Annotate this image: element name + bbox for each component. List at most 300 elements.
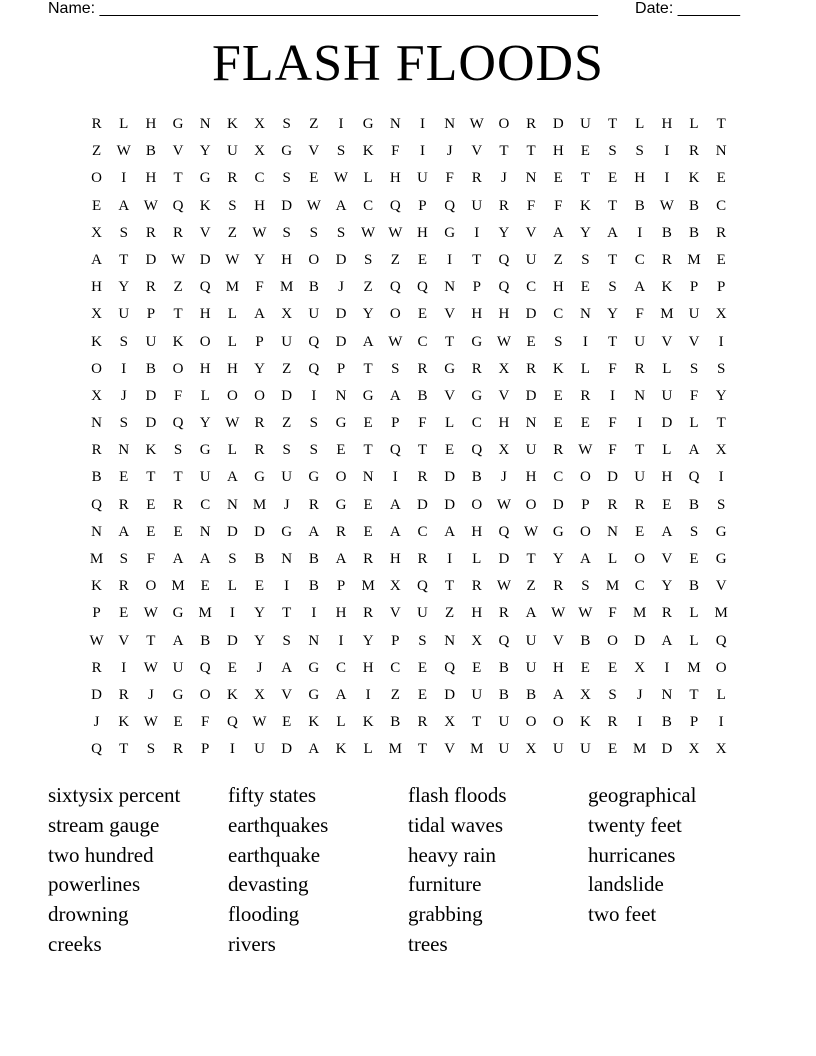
grid-letter[interactable]: R: [417, 551, 428, 567]
grid-letter[interactable]: A: [444, 523, 456, 540]
grid-letter[interactable]: Q: [389, 279, 401, 296]
grid-letter[interactable]: U: [498, 741, 510, 758]
grid-letter[interactable]: X: [281, 306, 293, 323]
grid-letter[interactable]: S: [146, 741, 156, 758]
grid-letter[interactable]: R: [91, 659, 102, 676]
grid-letter[interactable]: C: [526, 279, 537, 296]
grid-letter[interactable]: D: [525, 387, 537, 404]
grid-letter[interactable]: W: [578, 442, 593, 459]
grid-letter[interactable]: U: [552, 741, 564, 758]
grid-letter[interactable]: T: [282, 605, 292, 622]
grid-letter[interactable]: U: [281, 333, 293, 350]
grid-letter[interactable]: D: [281, 741, 293, 758]
grid-letter[interactable]: Q: [444, 197, 456, 214]
grid-letter[interactable]: L: [716, 686, 726, 703]
grid-letter[interactable]: X: [254, 116, 265, 132]
grid-letter[interactable]: S: [608, 143, 617, 160]
grid-letter[interactable]: R: [634, 496, 645, 513]
grid-letter[interactable]: B: [580, 632, 591, 649]
grid-letter[interactable]: W: [523, 523, 539, 540]
grid-letter[interactable]: B: [634, 197, 645, 214]
grid-letter[interactable]: S: [173, 442, 183, 459]
grid-letter[interactable]: T: [363, 360, 373, 377]
grid-letter[interactable]: I: [121, 360, 127, 377]
grid-letter[interactable]: I: [637, 415, 643, 432]
grid-letter[interactable]: U: [579, 741, 591, 758]
grid-letter[interactable]: G: [199, 442, 211, 459]
grid-letter[interactable]: Q: [308, 360, 320, 377]
grid-letter[interactable]: W: [143, 605, 158, 622]
grid-letter[interactable]: B: [417, 387, 428, 404]
grid-letter[interactable]: E: [91, 197, 102, 214]
grid-letter[interactable]: L: [689, 605, 699, 622]
grid-letter[interactable]: V: [444, 741, 456, 758]
grid-letter[interactable]: K: [688, 170, 700, 187]
grid-letter[interactable]: H: [552, 659, 564, 676]
grid-letter[interactable]: L: [227, 578, 237, 595]
grid-letter[interactable]: U: [471, 686, 483, 703]
grid-letter[interactable]: L: [227, 333, 237, 350]
grid-letter[interactable]: U: [525, 251, 537, 268]
grid-letter[interactable]: I: [338, 632, 344, 649]
grid-letter[interactable]: R: [363, 551, 374, 567]
grid-letter[interactable]: K: [362, 714, 374, 731]
grid-letter[interactable]: I: [718, 714, 724, 731]
grid-letter[interactable]: W: [333, 170, 349, 187]
grid-letter[interactable]: V: [199, 224, 211, 241]
grid-letter[interactable]: D: [552, 496, 564, 513]
grid-letter[interactable]: O: [552, 714, 564, 731]
grid-letter[interactable]: E: [635, 523, 645, 540]
grid-letter[interactable]: W: [89, 632, 104, 649]
grid-letter[interactable]: E: [580, 659, 590, 676]
grid-letter[interactable]: W: [496, 578, 511, 595]
grid-letter[interactable]: T: [417, 442, 428, 459]
grid-letter[interactable]: P: [689, 714, 699, 731]
grid-letter[interactable]: B: [91, 469, 102, 486]
grid-letter[interactable]: Z: [282, 415, 292, 432]
grid-letter[interactable]: C: [553, 469, 564, 486]
grid-letter[interactable]: C: [335, 659, 346, 676]
grid-letter[interactable]: I: [229, 741, 235, 758]
grid-letter[interactable]: L: [662, 360, 672, 377]
grid-letter[interactable]: S: [391, 360, 400, 377]
grid-letter[interactable]: R: [634, 360, 645, 377]
grid-letter[interactable]: F: [173, 387, 183, 404]
grid-letter[interactable]: F: [608, 415, 617, 432]
grid-letter[interactable]: I: [311, 605, 317, 622]
grid-letter[interactable]: T: [607, 251, 618, 268]
grid-letter[interactable]: H: [552, 143, 564, 160]
grid-letter[interactable]: S: [119, 224, 128, 241]
grid-letter[interactable]: M: [470, 741, 484, 758]
grid-letter[interactable]: T: [526, 143, 536, 160]
grid-letter[interactable]: W: [388, 333, 403, 350]
grid-letter[interactable]: F: [608, 442, 617, 459]
grid-letter[interactable]: K: [335, 741, 347, 758]
grid-letter[interactable]: R: [173, 496, 184, 513]
grid-letter[interactable]: Z: [91, 143, 102, 160]
grid-letter[interactable]: T: [445, 578, 455, 595]
grid-letter[interactable]: Y: [661, 578, 673, 595]
grid-letter[interactable]: Q: [172, 197, 184, 214]
grid-letter[interactable]: J: [636, 686, 643, 703]
grid-letter[interactable]: E: [363, 496, 373, 513]
grid-letter[interactable]: P: [581, 496, 590, 513]
grid-letter[interactable]: G: [308, 659, 320, 676]
grid-letter[interactable]: N: [281, 551, 293, 567]
grid-letter[interactable]: O: [389, 306, 401, 323]
grid-letter[interactable]: Q: [471, 442, 483, 459]
grid-letter[interactable]: W: [361, 224, 376, 241]
grid-letter[interactable]: O: [634, 551, 646, 567]
grid-letter[interactable]: A: [389, 387, 401, 404]
grid-letter[interactable]: I: [419, 116, 425, 132]
grid-letter[interactable]: P: [717, 279, 726, 296]
grid-letter[interactable]: O: [498, 116, 510, 132]
grid-letter[interactable]: R: [716, 224, 727, 241]
grid-letter[interactable]: M: [225, 279, 240, 296]
grid-letter[interactable]: A: [118, 523, 130, 540]
grid-letter[interactable]: T: [472, 251, 482, 268]
grid-letter[interactable]: C: [553, 306, 564, 323]
grid-letter[interactable]: R: [526, 360, 537, 377]
grid-letter[interactable]: R: [498, 197, 509, 214]
grid-letter[interactable]: B: [689, 224, 700, 241]
grid-letter[interactable]: M: [388, 741, 402, 758]
grid-letter[interactable]: R: [145, 224, 156, 241]
grid-letter[interactable]: R: [335, 523, 346, 540]
grid-letter[interactable]: H: [281, 251, 293, 268]
grid-letter[interactable]: T: [363, 442, 373, 459]
grid-letter[interactable]: L: [363, 170, 373, 187]
grid-letter[interactable]: O: [471, 496, 483, 513]
grid-letter[interactable]: N: [661, 686, 673, 703]
grid-letter[interactable]: X: [254, 143, 265, 160]
grid-letter[interactable]: E: [417, 659, 428, 676]
grid-letter[interactable]: H: [145, 116, 157, 132]
grid-letter[interactable]: X: [634, 659, 646, 676]
grid-letter[interactable]: V: [525, 224, 537, 241]
grid-letter[interactable]: L: [200, 387, 210, 404]
grid-letter[interactable]: R: [661, 605, 672, 622]
grid-letter[interactable]: Q: [688, 469, 700, 486]
grid-letter[interactable]: Y: [254, 605, 265, 622]
grid-letter[interactable]: A: [688, 442, 700, 459]
grid-letter[interactable]: L: [445, 415, 455, 432]
grid-letter[interactable]: N: [199, 116, 211, 132]
grid-letter[interactable]: K: [579, 714, 591, 731]
grid-letter[interactable]: G: [254, 469, 265, 486]
grid-letter[interactable]: P: [201, 741, 210, 758]
grid-letter[interactable]: E: [662, 496, 672, 513]
grid-letter[interactable]: O: [91, 170, 102, 187]
grid-letter[interactable]: U: [525, 659, 537, 676]
grid-letter[interactable]: T: [607, 197, 618, 214]
grid-letter[interactable]: G: [308, 686, 320, 703]
grid-letter[interactable]: T: [716, 415, 726, 432]
grid-letter[interactable]: P: [336, 360, 346, 377]
grid-letter[interactable]: G: [362, 387, 374, 404]
grid-letter[interactable]: Q: [199, 279, 211, 296]
grid-letter[interactable]: S: [119, 415, 128, 432]
grid-letter[interactable]: T: [499, 143, 509, 160]
grid-letter[interactable]: I: [392, 469, 398, 486]
grid-letter[interactable]: B: [254, 551, 265, 567]
grid-letter[interactable]: G: [172, 605, 184, 622]
grid-letter[interactable]: R: [91, 442, 102, 459]
grid-letter[interactable]: H: [661, 469, 673, 486]
grid-letter[interactable]: I: [637, 224, 643, 241]
grid-letter[interactable]: R: [471, 360, 482, 377]
grid-letter[interactable]: X: [389, 578, 401, 595]
grid-letter[interactable]: K: [199, 197, 211, 214]
grid-letter[interactable]: K: [308, 714, 320, 731]
grid-letter[interactable]: F: [255, 279, 264, 296]
grid-letter[interactable]: V: [308, 143, 320, 160]
grid-letter[interactable]: U: [308, 306, 320, 323]
grid-letter[interactable]: L: [227, 306, 237, 323]
grid-letter[interactable]: P: [689, 279, 699, 296]
grid-letter[interactable]: J: [446, 143, 453, 160]
grid-letter[interactable]: E: [580, 143, 590, 160]
grid-letter[interactable]: S: [608, 686, 617, 703]
grid-letter[interactable]: O: [335, 469, 347, 486]
grid-letter[interactable]: S: [581, 251, 590, 268]
grid-letter[interactable]: R: [417, 714, 428, 731]
grid-letter[interactable]: U: [118, 306, 130, 323]
grid-letter[interactable]: D: [145, 387, 157, 404]
grid-letter[interactable]: R: [417, 469, 428, 486]
grid-letter[interactable]: X: [91, 306, 102, 323]
grid-letter[interactable]: Q: [444, 659, 456, 676]
grid-letter[interactable]: Q: [417, 578, 428, 595]
grid-letter[interactable]: G: [715, 551, 727, 567]
grid-letter[interactable]: R: [118, 686, 129, 703]
grid-letter[interactable]: N: [308, 632, 320, 649]
grid-letter[interactable]: W: [225, 415, 240, 432]
grid-letter[interactable]: E: [472, 659, 482, 676]
grid-letter[interactable]: C: [200, 496, 211, 513]
grid-letter[interactable]: T: [445, 333, 455, 350]
grid-letter[interactable]: L: [336, 714, 346, 731]
grid-letter[interactable]: I: [447, 251, 453, 268]
grid-letter[interactable]: W: [388, 224, 403, 241]
grid-letter[interactable]: S: [119, 333, 128, 350]
grid-letter[interactable]: A: [607, 224, 618, 241]
grid-letter[interactable]: H: [199, 306, 211, 323]
grid-letter[interactable]: R: [173, 224, 184, 241]
grid-letter[interactable]: U: [145, 333, 157, 350]
grid-letter[interactable]: H: [552, 279, 564, 296]
grid-letter[interactable]: I: [311, 387, 317, 404]
grid-letter[interactable]: R: [689, 143, 700, 160]
grid-letter[interactable]: N: [335, 387, 347, 404]
grid-letter[interactable]: U: [579, 116, 591, 132]
grid-letter[interactable]: A: [91, 251, 102, 268]
grid-letter[interactable]: I: [365, 686, 371, 703]
grid-letter[interactable]: E: [716, 170, 726, 187]
grid-letter[interactable]: I: [284, 578, 290, 595]
grid-letter[interactable]: E: [553, 170, 563, 187]
grid-letter[interactable]: C: [390, 659, 401, 676]
grid-letter[interactable]: R: [580, 387, 591, 404]
grid-letter[interactable]: S: [282, 442, 291, 459]
grid-letter[interactable]: B: [689, 496, 700, 513]
grid-letter[interactable]: U: [417, 170, 428, 187]
grid-letter[interactable]: S: [282, 170, 291, 187]
grid-letter[interactable]: Y: [254, 360, 265, 377]
grid-letter[interactable]: A: [172, 551, 184, 567]
grid-letter[interactable]: D: [444, 686, 456, 703]
grid-letter[interactable]: E: [282, 714, 292, 731]
grid-letter[interactable]: T: [146, 469, 156, 486]
grid-letter[interactable]: U: [661, 387, 673, 404]
grid-letter[interactable]: M: [605, 578, 620, 595]
grid-letter[interactable]: G: [281, 523, 293, 540]
grid-letter[interactable]: Q: [91, 741, 102, 758]
grid-letter[interactable]: D: [335, 251, 347, 268]
grid-letter[interactable]: D: [226, 523, 238, 540]
grid-letter[interactable]: P: [336, 578, 346, 595]
grid-letter[interactable]: H: [335, 605, 347, 622]
grid-letter[interactable]: A: [525, 605, 537, 622]
grid-letter[interactable]: G: [172, 116, 184, 132]
grid-letter[interactable]: I: [229, 605, 235, 622]
grid-letter[interactable]: A: [634, 279, 646, 296]
grid-letter[interactable]: L: [580, 360, 590, 377]
grid-letter[interactable]: T: [689, 686, 699, 703]
grid-letter[interactable]: U: [525, 442, 537, 459]
grid-letter[interactable]: I: [121, 170, 127, 187]
grid-letter[interactable]: D: [145, 415, 157, 432]
grid-letter[interactable]: N: [607, 523, 618, 540]
grid-letter[interactable]: A: [308, 741, 320, 758]
grid-letter[interactable]: M: [361, 578, 375, 595]
grid-letter[interactable]: Y: [254, 632, 265, 649]
grid-letter[interactable]: O: [607, 632, 618, 649]
grid-letter[interactable]: L: [607, 551, 618, 567]
grid-letter[interactable]: R: [471, 170, 482, 187]
grid-letter[interactable]: W: [306, 197, 321, 214]
grid-letter[interactable]: U: [471, 197, 483, 214]
grid-letter[interactable]: K: [579, 197, 591, 214]
grid-letter[interactable]: G: [335, 496, 347, 513]
grid-letter[interactable]: W: [469, 116, 484, 132]
grid-letter[interactable]: W: [170, 251, 186, 268]
grid-letter[interactable]: R: [607, 496, 618, 513]
grid-letter[interactable]: P: [92, 605, 101, 622]
grid-letter[interactable]: Q: [389, 442, 401, 459]
grid-letter[interactable]: X: [471, 632, 483, 649]
grid-letter[interactable]: E: [363, 523, 373, 540]
grid-letter[interactable]: N: [91, 523, 102, 540]
grid-letter[interactable]: D: [444, 469, 456, 486]
grid-letter[interactable]: G: [199, 170, 211, 187]
grid-letter[interactable]: D: [281, 197, 293, 214]
grid-letter[interactable]: A: [661, 632, 673, 649]
grid-letter[interactable]: T: [119, 251, 129, 268]
grid-letter[interactable]: Z: [553, 251, 563, 268]
grid-letter[interactable]: D: [444, 496, 456, 513]
grid-letter[interactable]: K: [362, 143, 374, 160]
grid-letter[interactable]: H: [525, 469, 537, 486]
grid-letter[interactable]: U: [417, 605, 428, 622]
grid-letter[interactable]: T: [580, 170, 590, 187]
grid-letter[interactable]: O: [199, 686, 211, 703]
grid-letter[interactable]: H: [226, 360, 238, 377]
grid-letter[interactable]: J: [338, 279, 344, 296]
grid-letter[interactable]: A: [226, 469, 238, 486]
grid-letter[interactable]: M: [198, 605, 212, 622]
grid-letter[interactable]: W: [578, 605, 593, 622]
grid-letter[interactable]: G: [335, 415, 347, 432]
grid-letter[interactable]: G: [715, 523, 727, 540]
grid-letter[interactable]: A: [552, 686, 564, 703]
grid-letter[interactable]: N: [226, 496, 238, 513]
grid-letter[interactable]: C: [254, 170, 265, 187]
grid-letter[interactable]: T: [716, 116, 726, 132]
grid-letter[interactable]: E: [607, 659, 618, 676]
grid-letter[interactable]: N: [525, 170, 537, 187]
grid-letter[interactable]: A: [335, 551, 347, 567]
grid-letter[interactable]: M: [89, 551, 104, 567]
grid-letter[interactable]: N: [715, 143, 727, 160]
grid-letter[interactable]: I: [664, 659, 670, 676]
grid-letter[interactable]: W: [252, 224, 267, 241]
grid-letter[interactable]: S: [282, 632, 291, 649]
grid-letter[interactable]: E: [336, 442, 346, 459]
grid-letter[interactable]: D: [525, 306, 537, 323]
grid-letter[interactable]: B: [661, 224, 672, 241]
grid-letter[interactable]: Z: [363, 279, 373, 296]
grid-letter[interactable]: X: [498, 442, 510, 459]
grid-letter[interactable]: E: [173, 523, 183, 540]
grid-letter[interactable]: X: [688, 741, 700, 758]
grid-letter[interactable]: R: [471, 578, 482, 595]
grid-letter[interactable]: K: [91, 578, 102, 595]
grid-letter[interactable]: C: [363, 197, 374, 214]
grid-letter[interactable]: W: [143, 197, 158, 214]
grid-letter[interactable]: L: [363, 741, 373, 758]
grid-letter[interactable]: F: [201, 714, 210, 731]
grid-letter[interactable]: I: [447, 551, 453, 567]
grid-letter[interactable]: S: [309, 224, 318, 241]
grid-letter[interactable]: O: [145, 578, 157, 595]
grid-letter[interactable]: A: [552, 224, 564, 241]
grid-letter[interactable]: L: [119, 116, 129, 132]
grid-letter[interactable]: Z: [309, 116, 319, 132]
grid-letter[interactable]: S: [581, 578, 590, 595]
grid-letter[interactable]: E: [146, 523, 156, 540]
grid-letter[interactable]: Y: [579, 224, 591, 241]
grid-letter[interactable]: A: [362, 333, 374, 350]
grid-letter[interactable]: R: [553, 578, 564, 595]
grid-letter[interactable]: Q: [199, 659, 211, 676]
grid-letter[interactable]: G: [444, 360, 456, 377]
grid-letter[interactable]: Q: [226, 714, 238, 731]
grid-letter[interactable]: B: [471, 469, 482, 486]
grid-letter[interactable]: M: [633, 741, 647, 758]
grid-letter[interactable]: Q: [498, 251, 510, 268]
grid-letter[interactable]: M: [714, 605, 728, 622]
grid-letter[interactable]: B: [308, 551, 319, 567]
grid-letter[interactable]: D: [661, 415, 673, 432]
grid-letter[interactable]: N: [118, 442, 130, 459]
grid-letter[interactable]: R: [308, 496, 319, 513]
grid-letter[interactable]: D: [634, 632, 646, 649]
grid-letter[interactable]: P: [418, 197, 427, 214]
